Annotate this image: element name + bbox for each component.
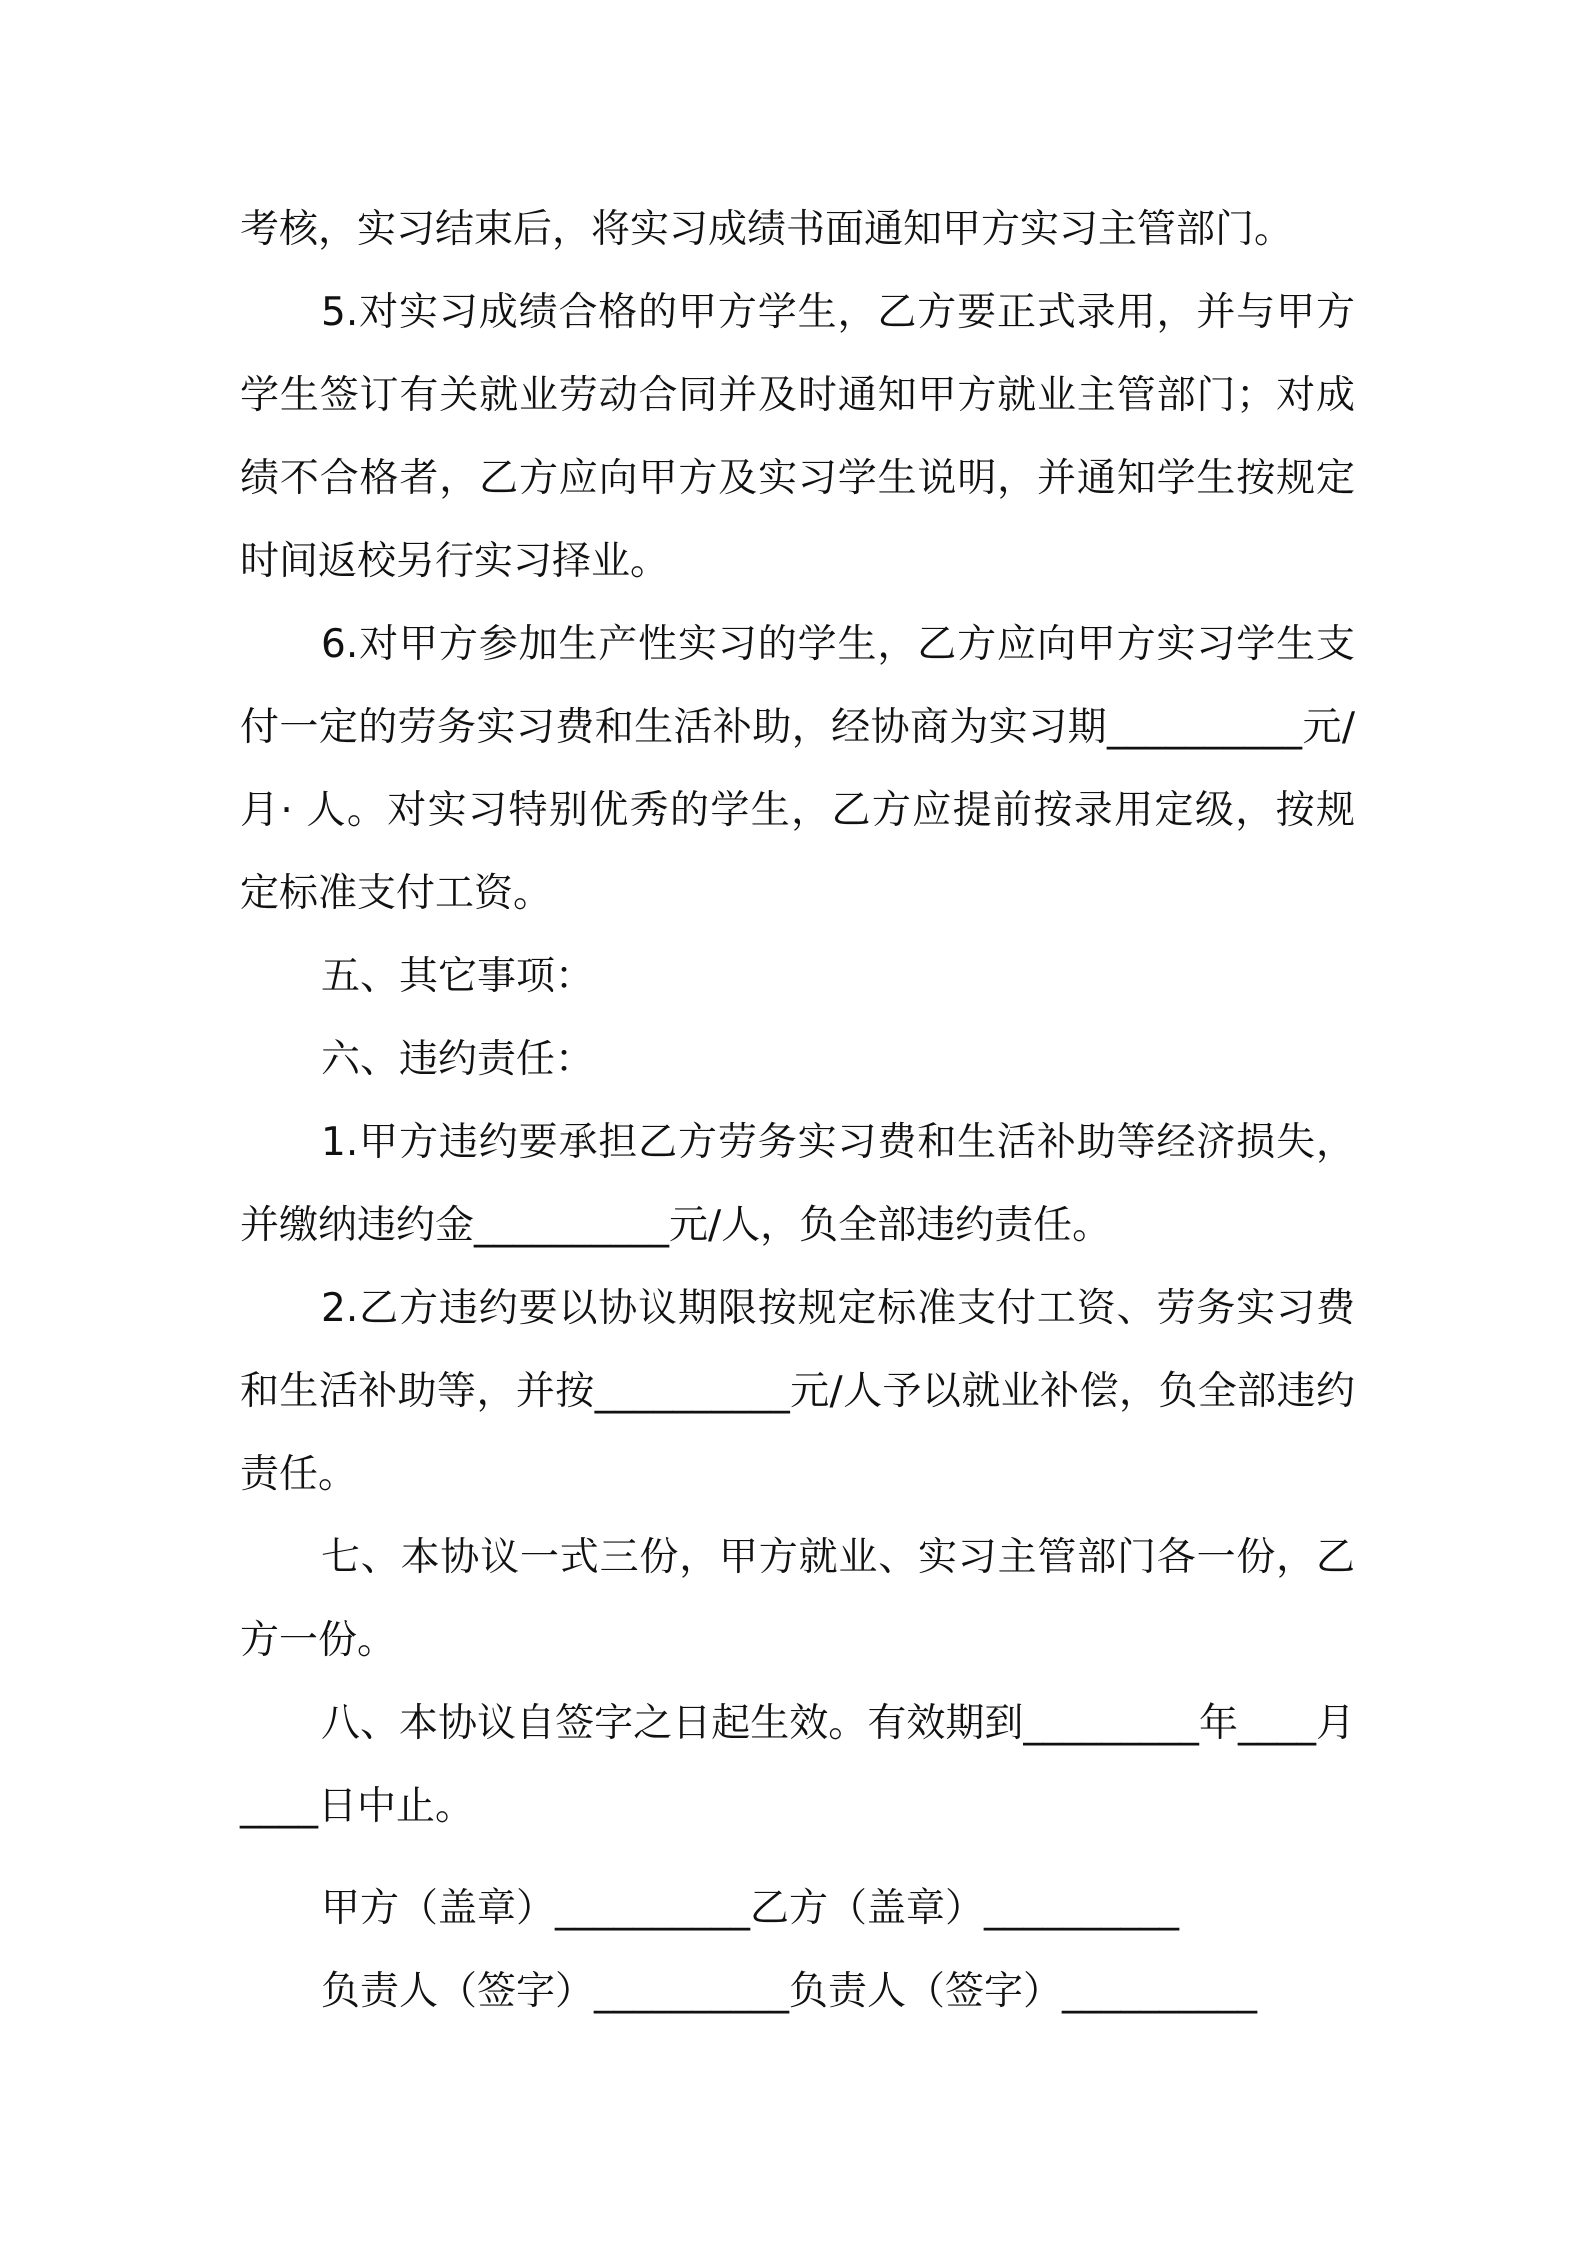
paragraph-clause-6: 6.对甲方参加生产性实习的学生，乙方应向甲方实习学生支付一定的劳务实习费和生活补助，经协商为实习期__________元/月· 人。对实习特别优秀的学生，乙方应提前按录用定级，按规定标准支付工资。 <box>240 622 1355 916</box>
signature-section <box>321 1867 1371 2033</box>
paragraph-breach-party-b: 2.乙方违约要以协议期限按规定标准支付工资、劳务实习费和生活补助等，并按__________元/人予以就业补偿，负全部违约责任。 <box>240 1286 1355 1497</box>
paragraph-clause-5: 5.对实习成绩合格的甲方学生，乙方要正式录用，并与甲方学生签订有关就业劳动合同并及时通知甲方就业主管部门；对成绩不合格者，乙方应向甲方及实习学生说明，并通知学生按规定时间返校另行实习择业。 <box>240 290 1355 584</box>
paragraph-effective-date: 八、本协议自签字之日起生效。有效期到_________年____月____日中止。 <box>240 1701 1355 1829</box>
seal-line: 甲方（盖章）__________乙方（盖章）__________ <box>321 1886 1180 1931</box>
paragraph-copies: 七、本协议一式三份，甲方就业、实习主管部门各一份，乙方一份。 <box>240 1535 1355 1663</box>
document-body <box>240 188 1355 1848</box>
section-heading-other-matters: 五、其它事项： <box>321 954 595 999</box>
paragraph-assessment-continued: 考核，实习结束后，将实习成绩书面通知甲方实习主管部门。 <box>240 207 1294 252</box>
paragraph-breach-party-a: 1.甲方违约要承担乙方劳务实习费和生活补助等经济损失，并缴纳违约金__________元/人，负全部违约责任。 <box>240 1120 1355 1248</box>
section-heading-breach-liability: 六、违约责任： <box>321 1037 595 1082</box>
signatory-line: 负责人（签字）__________负责人（签字）__________ <box>321 1969 1258 2014</box>
